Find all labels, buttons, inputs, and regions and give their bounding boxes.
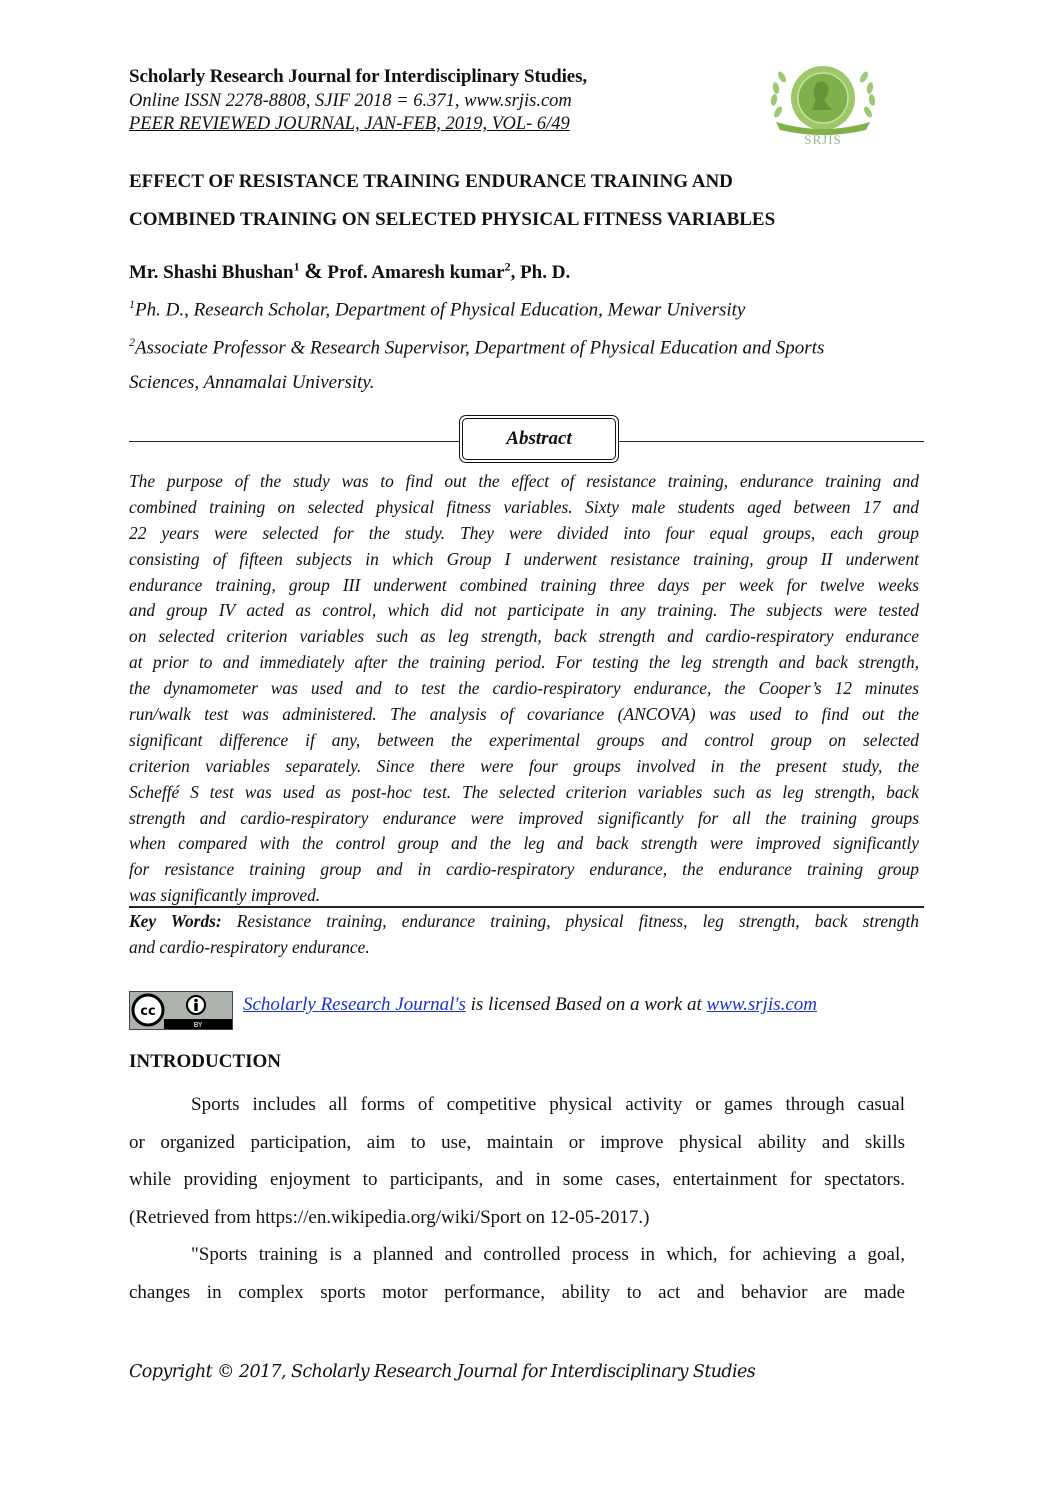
abstract-body [129, 469, 919, 909]
affiliation-2-cont [129, 372, 375, 394]
issn-line: Online ISSN 2278-8808, SJIF 2018 = 6.371, www.srjis.com [129, 91, 572, 111]
abstract-heading-box [459, 415, 619, 463]
intro-line: (Retrieved from https://en.wikipedia.org/wiki/Sport on 12-05-2017.) [129, 1206, 650, 1228]
author-suffix: , Ph. D. [510, 262, 571, 283]
affiliation-2-sup: 2 [129, 335, 135, 349]
affiliation-1-text: Ph. D., Research Scholar, Department of Physical Education, Mewar University [135, 299, 746, 321]
keywords-text-1: Resistance training, endurance training, physical fitness, leg strength, back strength [221, 911, 919, 931]
journal-title: Scholarly Research Journal for Interdisciplinary Studies, [129, 66, 588, 87]
abstract-line: significant difference if any, between the experimental groups and control group on selected [129, 729, 919, 750]
svg-text:SRJIS: SRJIS [804, 132, 842, 147]
abstract-line: when compared with the control group and the leg and back strength were improved significantly [129, 833, 919, 854]
abstract-line: for resistance training group and in cardio-respiratory endurance, the endurance training group [129, 859, 919, 880]
laurel-seal-icon [758, 62, 888, 148]
intro-line: changes in complex sports motor performance, ability to act and behavior are made [129, 1281, 905, 1303]
author-2: Prof. Amaresh kumar [322, 262, 505, 283]
keywords-label: Key Words: [129, 911, 222, 931]
author-1: Mr. Shashi Bhushan [129, 262, 294, 283]
peer-reviewed-line: PEER REVIEWED JOURNAL, JAN-FEB, 2019, VOL- 6/49 [129, 114, 570, 134]
author-1-sup: 1 [293, 259, 300, 274]
abstract-line: consisting of fifteen subjects in which Group I underwent resistance training, group II underwent [129, 548, 919, 569]
introduction-body [129, 1086, 905, 1312]
abstract-line: the dynamometer was used and to test the cardio-respiratory endurance, the Cooper’s 12 minutes [129, 678, 919, 699]
srjis-link[interactable]: www.srjis.com [706, 994, 818, 1015]
abstract-line: combined training on selected physical fitness variables. Sixty male students aged between 17 and [129, 496, 919, 517]
srjis-logo [758, 62, 888, 148]
abstract-line: was significantly improved. [129, 885, 321, 906]
abstract-line: on selected criterion variables such as leg strength, back strength and cardio-respiratory endurance [129, 626, 919, 647]
keywords [129, 908, 919, 960]
cc-by-badge[interactable] [129, 991, 233, 1030]
abstract-line: run/walk test was administered. The analysis of covariance (ANCOVA) was used to find out the [129, 704, 919, 725]
svg-text:BY: BY [193, 1021, 203, 1029]
abstract-line: strength and cardio-respiratory endurance were improved significantly for all the training groups [129, 807, 919, 828]
intro-line: or organized participation, aim to use, maintain or improve physical ability and skills [129, 1131, 905, 1153]
article-title [129, 163, 775, 239]
journal-link[interactable]: Scholarly Research Journal's [243, 994, 466, 1015]
license-text: is licensed Based on a work at [465, 994, 707, 1015]
license-line [243, 994, 817, 1016]
abstract-line: and group IV acted as control, which did not participate in any training. The subjects were tested [129, 600, 919, 621]
intro-line: "Sports training is a planned and controlled process in which, for achieving a goal, [191, 1244, 905, 1266]
title-line-2: COMBINED TRAINING ON SELECTED PHYSICAL FITNESS VARIABLES [129, 209, 776, 230]
copyright-footer: Copyright © 2017, Scholarly Research Journal for Interdisciplinary Studies [129, 1362, 756, 1382]
author-2-sup: 2 [504, 259, 511, 274]
ampersand: & [304, 258, 323, 283]
abstract-line: criterion variables separately. Since there were four groups involved in the present study, the [129, 755, 919, 776]
affiliation-1 [129, 297, 745, 321]
abstract-rule-right [619, 441, 924, 442]
abstract-line: 22 years were selected for the study. They were divided into four equal groups, each group [129, 522, 919, 543]
title-line-1: EFFECT OF RESISTANCE TRAINING ENDURANCE TRAINING AND [129, 171, 733, 192]
abstract-line: endurance training, group III underwent combined training three days per week for twelve weeks [129, 574, 919, 595]
affiliation-2-cont-text: Sciences, Annamalai University. [129, 372, 375, 393]
keywords-line-1 [129, 908, 919, 934]
svg-text:cc: cc [140, 1004, 156, 1019]
abstract-line: The purpose of the study was to find out the effect of resistance training, endurance training and [129, 471, 919, 491]
abstract-line: Scheffé S test was used as post-hoc test. The selected criterion variables such as leg strength, back [129, 781, 919, 802]
intro-line: while providing enjoyment to participants, and in some cases, entertainment for spectators. [129, 1169, 905, 1191]
intro-line: Sports includes all forms of competitive physical activity or games through casual [191, 1094, 905, 1115]
keywords-line-2: and cardio-respiratory endurance. [129, 937, 370, 957]
abstract-heading: Abstract [462, 418, 616, 460]
author-line [129, 258, 570, 284]
affiliation-2 [129, 335, 824, 359]
abstract-rule-left [129, 441, 459, 442]
affiliation-1-sup: 1 [129, 297, 135, 311]
affiliation-2-text: Associate Professor & Research Supervisor, Department of Physical Education and Sports [135, 337, 825, 359]
introduction-heading: INTRODUCTION [129, 1051, 282, 1072]
abstract-line: at prior to and immediately after the training period. For testing the leg strength and back strength, [129, 652, 919, 673]
